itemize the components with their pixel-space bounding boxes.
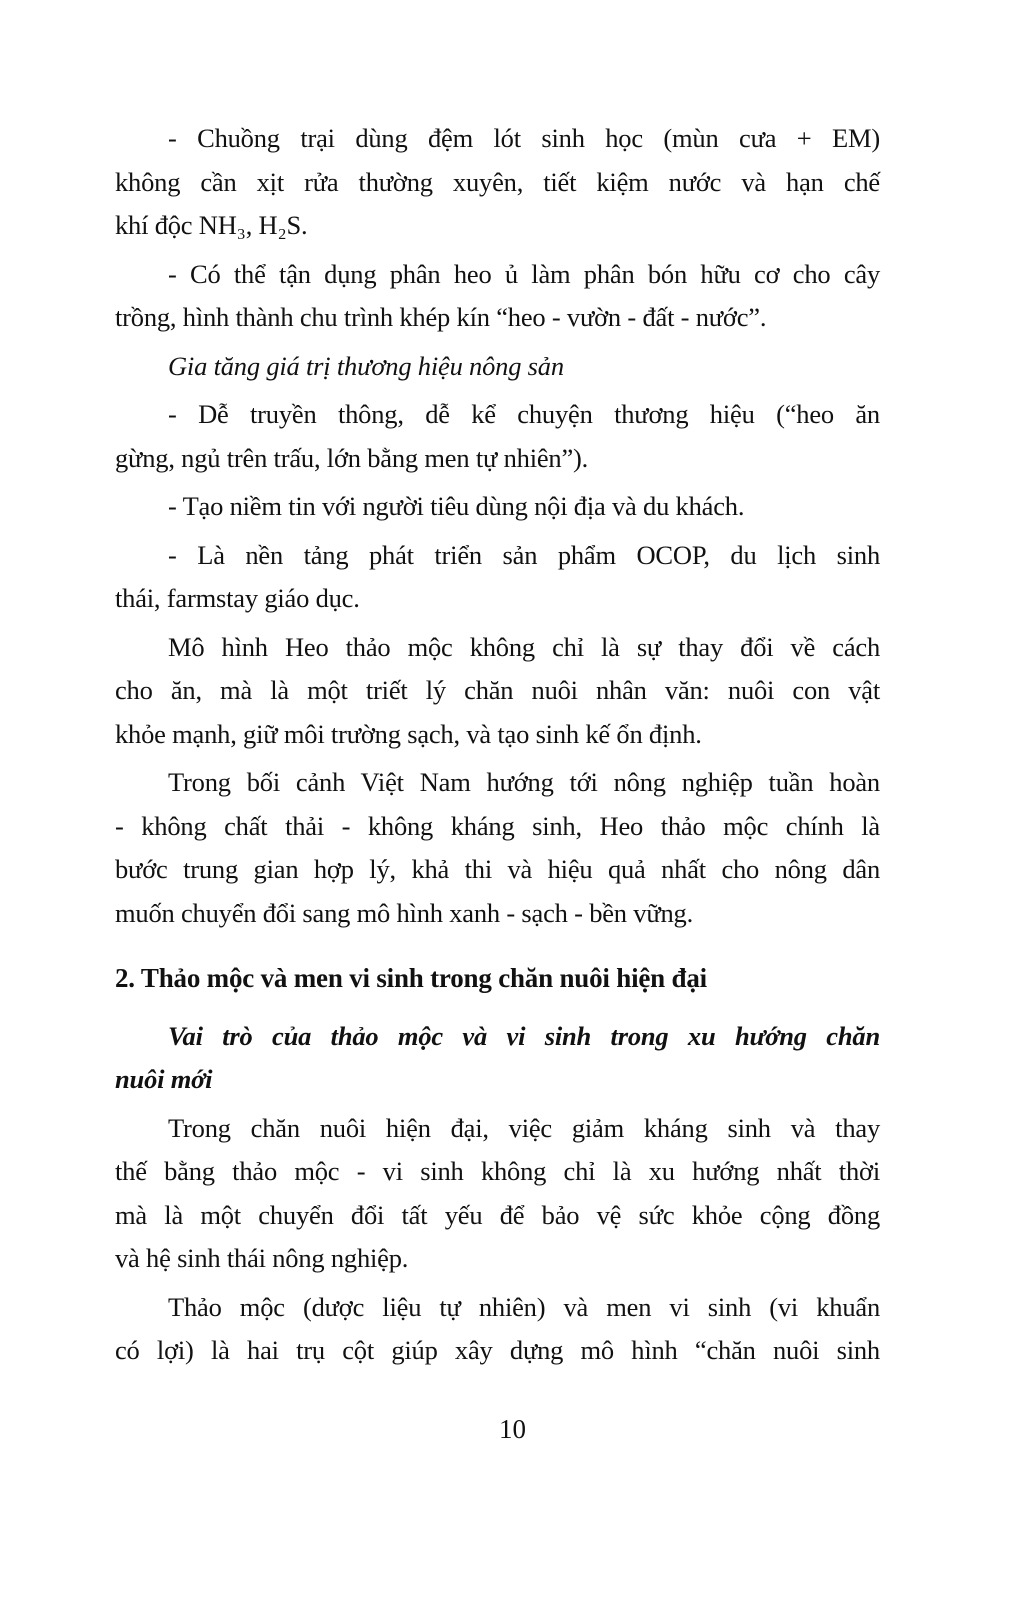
paragraph [115,626,880,757]
text-line: Gia tăng giá trị thương hiệu nông sản [168,350,564,381]
text-line: khỏe mạnh, giữ môi trường sạch, và tạo sinh kế ổn định. [115,718,702,749]
text-line: - Dễ truyền thông, dễ kể chuyện thương hiệu (“heo ăn [168,399,880,429]
paragraph [115,1286,880,1373]
text-line: bước trung gian hợp lý, khả thi và hiệu quả nhất cho nông dân [115,854,880,884]
text-line: Mô hình Heo thảo mộc không chỉ là sự thay đổi về cách [168,631,880,662]
text-line: trồng, hình thành chu trình khép kín “heo - vườn - đất - nước”. [115,302,767,332]
text-line: Vai trò của thảo mộc và vi sinh trong xu hướng chăn [168,1020,880,1051]
text-line: không cần xịt rửa thường xuyên, tiết kiệm nước và hạn chế [115,166,880,197]
text-line: Thảo mộc (dược liệu tự nhiên) và men vi sinh (vi khuẩn [168,1291,880,1322]
text-line: - Tạo niềm tin với người tiêu dùng nội địa và du khách. [168,491,745,521]
text-line: cho ăn, mà là một triết lý chăn nuôi nhân văn: nuôi con vật [115,675,880,705]
text-line: thế bằng thảo mộc - vi sinh không chỉ là xu hướng nhất thời [115,1156,880,1186]
text-line: mà là một chuyển đổi tất yếu để bảo vệ sức khỏe cộng đồng [115,1199,880,1230]
paragraph [115,485,880,529]
subheading [115,345,880,389]
section-heading [115,957,880,1001]
text-line: có lợi) là hai trụ cột giúp xây dựng mô hình “chăn nuôi sinh [115,1335,880,1365]
text-line: - Là nền tảng phát triển sản phẩm OCOP, du lịch sinh [168,539,880,570]
text-line: - Chuồng trại dùng đệm lót sinh học (mùn cưa + EM) [168,123,880,153]
text-line: muốn chuyển đổi sang mô hình xanh - sạch - bền vững. [115,897,694,928]
subheading [115,1015,880,1102]
paragraph [115,534,880,621]
text-line: Trong chăn nuôi hiện đại, việc giảm kháng sinh và thay [168,1112,880,1143]
page-body [115,117,880,1378]
paragraph [115,117,880,248]
paragraph [115,761,880,935]
text-line: thái, farmstay giáo dục. [115,583,360,613]
text-line: - Có thể tận dụng phân heo ủ làm phân bón hữu cơ cho cây [168,258,880,289]
page-number: 10 [499,1414,526,1444]
text-line: 2. Thảo mộc và men vi sinh trong chăn nuôi hiện đại [115,963,707,993]
paragraph [115,393,880,480]
text-line: gừng, ngủ trên trấu, lớn bằng men tự nhiên”). [115,442,589,473]
text-line: - không chất thải - không kháng sinh, Heo thảo mộc chính là [115,810,880,841]
paragraph [115,253,880,340]
paragraph [115,1107,880,1281]
text-line: Trong bối cảnh Việt Nam hướng tới nông nghiệp tuần hoàn [168,767,880,797]
text-line: nuôi mới [115,1064,213,1094]
text-line: và hệ sinh thái nông nghiệp. [115,1243,409,1273]
text-line: khí độc NH₃, H₂S. [115,210,308,240]
